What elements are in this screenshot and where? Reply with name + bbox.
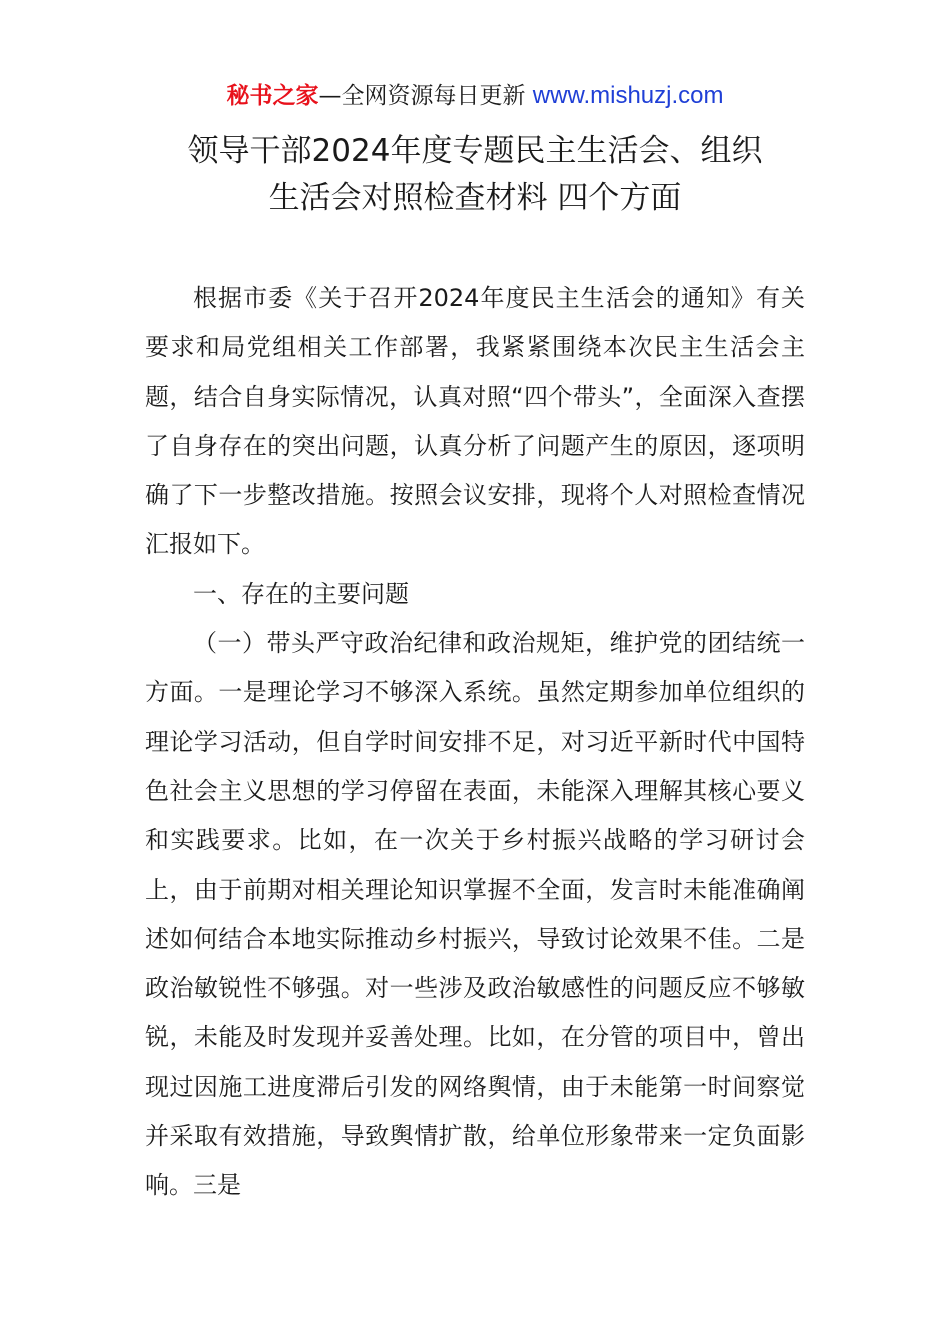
site-header	[0, 78, 950, 114]
site-slogan: —全网资源每日更新	[318, 83, 533, 109]
body-paragraph: （一）带头严守政治纪律和政治规矩，维护党的团结统一方面。一是理论学习不够深入系统。虽然定期参加单位组织的理论学习活动，但自学时间安排不足，对习近平新时代中国特色社会主义思想的学习停留在表面，未能深入理解其核心要义和实践要求。比如，在一次关于乡村振兴战略的学习研讨会上，由于前期对相关理论知识掌握不全面，发言时未能准确阐述如何结合本地实际推动乡村振兴，导致讨论效果不佳。二是政治敏锐性不够强。对一些涉及政治敏感性的问题反应不够敏锐，未能及时发现并妥善处理。比如，在分管的项目中，曾出现过因施工进度滞后引发的网络舆情，由于未能第一时间察觉并采取有效措施，导致舆情扩散，给单位形象带来一定负面影响。三是	[145, 629, 805, 1200]
document-title	[0, 128, 950, 222]
site-url-link[interactable]: www.mishuzj.com	[532, 82, 724, 109]
section-heading: 一、存在的主要问题	[193, 579, 409, 608]
site-brand: 秘书之家	[226, 83, 319, 109]
document-body	[145, 274, 805, 1211]
title-line-2: 生活会对照检查材料 四个方面	[268, 180, 682, 216]
title-line-1: 领导干部2024年度专题民主生活会、组织	[187, 133, 763, 169]
intro-paragraph: 根据市委《关于召开2024年度民主生活会的通知》有关要求和局党组相关工作部署，我紧紧围绕本次民主生活会主题，结合自身实际情况，认真对照“四个带头”，全面深入查摆了自身存在的突出问题，认真分析了问题产生的原因，逐项明确了下一步整改措施。按照会议安排，现将个人对照检查情况汇报如下。	[145, 284, 805, 559]
